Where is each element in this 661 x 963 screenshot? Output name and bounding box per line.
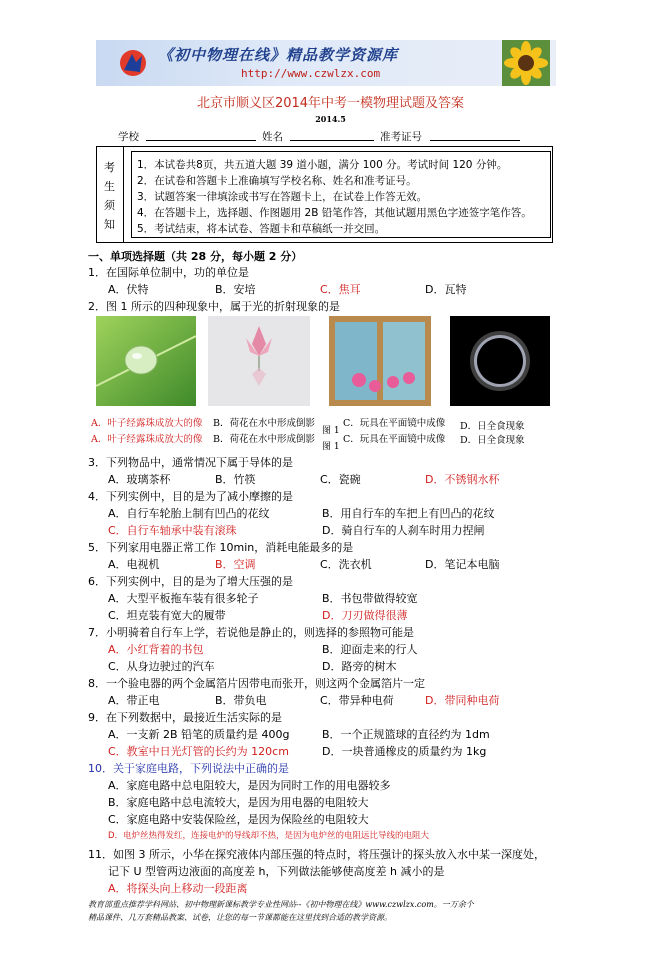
caption-d: D．日全食现象 <box>460 421 525 432</box>
field-school: 学校 <box>118 131 139 143</box>
q8-option-c: C．带异种电荷 <box>320 694 394 707</box>
header-banner <box>96 40 556 86</box>
q9-option-c: C．教室中日光灯管的长约为 120cm <box>108 745 289 758</box>
q3-option-c: C．瓷碗 <box>320 473 361 486</box>
notice-item: 4．在答题卡上，选择题、作图题用 2B 铅笔作答，其他试题用黑色字迹签字笔作答。 <box>137 207 532 219</box>
q10-option-d: D．电炉丝热得发红，连接电炉的导线却不热，是因为电炉丝的电阻远比导线的电阻大 <box>108 831 430 841</box>
doc-date: 2014.5 <box>315 114 346 124</box>
q6-option-b: B．书包带做得较宽 <box>322 592 418 605</box>
school-underline <box>146 140 256 141</box>
caption-c: C．玩具在平面镜中成像 <box>343 434 446 445</box>
q5-option-d: D．笔记本电脑 <box>425 558 500 571</box>
exam-id-underline <box>430 140 520 141</box>
q5-option-b: B．空调 <box>215 558 256 571</box>
question-10: 10．关于家庭电路，下列说法中正确的是 <box>88 762 289 775</box>
question-3: 3．下列物品中，通常情况下属于导体的是 <box>88 456 293 469</box>
q11-option-a: A．将探头向上移动一段距离 <box>108 882 248 895</box>
notice-item: 3．试题答案一律填涂或书写在答题卡上，在试卷上作答无效。 <box>137 191 428 203</box>
question-4: 4．下列实例中，目的是为了减小摩擦的是 <box>88 490 293 503</box>
notice-label-char: 考 <box>104 161 115 174</box>
q7-option-c: C．从身边驶过的汽车 <box>108 660 215 673</box>
notice-item: 2．在试卷和答题卡上准确填写学校名称、姓名和准考证号。 <box>137 175 417 187</box>
notice-item: 5．考试结束，将本试卷、答题卡和草稿纸一并交回。 <box>137 223 386 235</box>
name-underline <box>290 140 374 141</box>
caption-a: A．叶子经露珠成放大的像 <box>91 434 203 445</box>
q9-option-a: A．一支新 2B 铅笔的质量约是 400g <box>108 728 290 741</box>
sunflower-icon <box>502 40 550 86</box>
q6-option-d: D．刀刃做得很薄 <box>322 609 408 622</box>
field-exam-id: 准考证号 <box>380 131 422 143</box>
q3-option-b: B．竹筷 <box>215 473 256 486</box>
question-8: 8．一个验电器的两个金属箔片因带电而张开，则这两个金属箔片一定 <box>88 677 425 690</box>
banner-url[interactable]: http://www.czwlzx.com <box>241 67 381 80</box>
q1-option-a: A．伏特 <box>108 283 149 296</box>
q3-option-a: A．玻璃茶杯 <box>108 473 171 486</box>
q6-option-a: A．大型平板拖车装有很多轮子 <box>108 592 259 605</box>
notice-label-char: 知 <box>104 218 115 231</box>
q7-option-b: B．迎面走来的行人 <box>322 643 418 656</box>
q5-option-c: C．洗衣机 <box>320 558 372 571</box>
q8-option-a: A．带正电 <box>108 694 160 707</box>
doc-title: 北京市顺义区2014年中考一模物理试题及答案 <box>196 96 465 111</box>
question-5: 5．下列家用电器正常工作 10min，消耗电能最多的是 <box>88 541 354 554</box>
solar-eclipse-image <box>450 316 550 406</box>
caption-d: D．日全食现象 <box>460 435 525 446</box>
q3-option-d: D．不锈钢水杯 <box>425 473 500 486</box>
caption-c: C．玩具在平面镜中成像 <box>343 418 446 429</box>
caption-b: B．荷花在水中形成倒影 <box>213 434 315 445</box>
mirror-toys-image <box>329 316 431 406</box>
q4-option-a: A．自行车轮胎上制有凹凸的花纹 <box>108 507 270 520</box>
site-logo-icon <box>118 48 148 78</box>
question-1: 1．在国际单位制中，功的单位是 <box>88 266 249 279</box>
q6-option-c: C．坦克装有宽大的履带 <box>108 609 226 622</box>
q7-option-d: D．路旁的树木 <box>322 660 397 673</box>
figure-label: 图 1 <box>322 442 340 452</box>
section-heading: 一、单项选择题（共 28 分，每小题 2 分） <box>88 250 303 263</box>
caption-b: B．荷花在水中形成倒影 <box>213 418 315 429</box>
q4-option-c: C．自行车轴承中装有滚珠 <box>108 524 237 537</box>
question-11: 11．如图 3 所示，小华在探究液体内部压强的特点时，将压强计的探头放入水中某一深度处， <box>88 848 545 861</box>
q10-option-c: C．家庭电路中安装保险丝，是因为保险丝的电阻较大 <box>108 813 369 826</box>
question-2: 2．图 1 所示的四种现象中，属于光的折射现象的是 <box>88 300 340 313</box>
notice-list <box>131 151 551 238</box>
q4-option-d: D．骑自行车的人刹车时用力捏闸 <box>322 524 485 537</box>
notice-item: 1．本试卷共8页，共五道大题 39 道小题，满分 100 分。考试时间 120 分钟。 <box>137 159 508 171</box>
field-name: 姓名 <box>262 131 283 143</box>
caption-a: A．叶子经露珠成放大的像 <box>91 418 203 429</box>
q7-option-a: A．小红背着的书包 <box>108 643 204 656</box>
notice-label-char: 生 <box>104 180 115 193</box>
footer-line-1: 教育部重点推荐学科网站、初中物理新课标教学专业性网站--《初中物理在线》www.czwlzx.com。一万余个 <box>88 900 474 909</box>
q10-option-b: B．家庭电路中总电流较大，是因为用电器的电阻较大 <box>108 796 369 809</box>
question-9: 9．在下列数据中，最接近生活实际的是 <box>88 711 282 724</box>
q1-option-c: C．焦耳 <box>320 283 361 296</box>
notice-box <box>96 146 553 243</box>
q5-option-a: A．电视机 <box>108 558 160 571</box>
dewdrop-leaf-image <box>96 316 196 406</box>
q4-option-b: B．用自行车的车把上有凹凸的花纹 <box>322 507 495 520</box>
question-7: 7．小明骑着自行车上学，若说他是静止的，则选择的参照物可能是 <box>88 626 414 639</box>
q10-option-a: A．家庭电路中总电阻较大，是因为同时工作的用电器较多 <box>108 779 391 792</box>
q1-option-b: B．安培 <box>215 283 256 296</box>
q8-option-d: D．带同种电荷 <box>425 694 500 707</box>
q8-option-b: B．带负电 <box>215 694 267 707</box>
notice-label-char: 须 <box>104 199 115 212</box>
question-6: 6．下列实例中，目的是为了增大压强的是 <box>88 575 293 588</box>
q1-option-d: D．瓦特 <box>425 283 467 296</box>
question-11-cont: 记下 U 型管两边液面的高度差 h，下列做法能够使高度差 h 减小的是 <box>108 865 445 878</box>
figure-label: 图 1 <box>322 426 340 436</box>
q9-option-d: D．一块普通橡皮的质量约为 1kg <box>322 745 487 758</box>
lotus-reflection-image <box>208 316 310 406</box>
notice-label <box>97 147 124 242</box>
q9-option-b: B．一个正规篮球的直径约为 1dm <box>322 728 490 741</box>
footer-line-2: 精品课件、几万套精品教案、试卷，让您的每一节课都能在这里找到合适的教学资源。 <box>88 913 392 922</box>
banner-title: 《初中物理在线》精品教学资源库 <box>158 46 399 64</box>
